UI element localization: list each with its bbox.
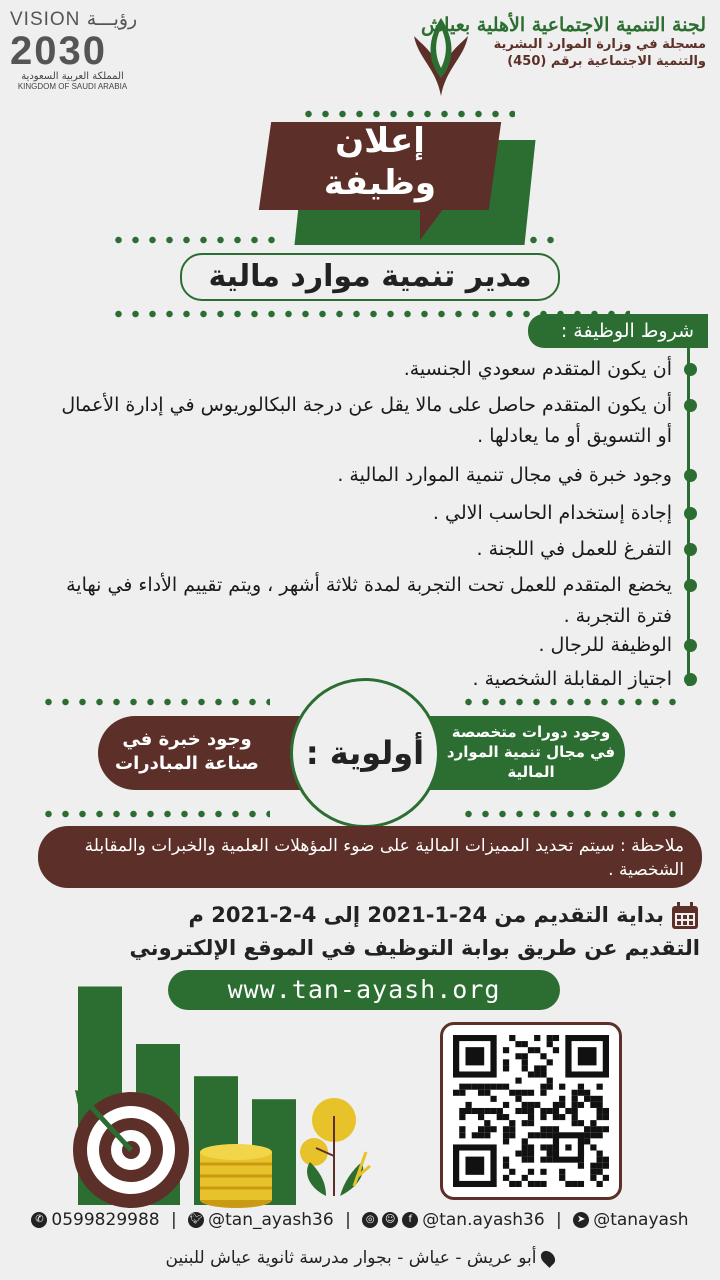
requirement-item: وجود خبرة في مجال تنمية الموارد المالية . bbox=[42, 460, 672, 491]
requirement-item: يخضع المتقدم للعمل تحت التجربة لمدة ثلاثة أشهر ، ويتم تقييم الأداء في نهاية فترة التجربة . bbox=[42, 570, 672, 632]
bullet-icon bbox=[684, 639, 697, 652]
requirements-header: شروط الوظيفة : bbox=[528, 314, 708, 348]
apply-method: التقديم عن طريق بوابة التوظيف في الموقع الإلكتروني bbox=[129, 936, 700, 960]
dotted-line bbox=[300, 110, 515, 118]
twitter-contact[interactable]: 🐦︎ @tan_ayash36 bbox=[189, 1210, 334, 1230]
bullet-icon bbox=[684, 507, 697, 520]
vision-kingdom-en: KINGDOM OF SAUDI ARABIA bbox=[17, 82, 128, 91]
whatsapp-icon: ✆ bbox=[31, 1212, 47, 1228]
dotted-line bbox=[460, 810, 680, 818]
requirement-item: أن يكون المتقدم حاصل على مالا يقل عن درجة البكالوريوس في إدارة الأعمال أو التسويق أو ما يعادلها . bbox=[42, 390, 672, 452]
bullet-icon bbox=[684, 673, 697, 686]
banner-line2: وظيفة bbox=[323, 163, 437, 203]
location-pin-icon bbox=[539, 1248, 559, 1268]
priority-courses: وجود دورات متخصصة في مجال تنمية الموارد المالية bbox=[415, 716, 625, 790]
requirement-item: إجادة إستخدام الحاسب الالي . bbox=[42, 498, 672, 529]
address: أبو عريش - عياش - بجوار مدرسة ثانوية عياش للبنين bbox=[0, 1244, 720, 1272]
qr-code-icon bbox=[453, 1035, 609, 1187]
snapchat-icon: ☺ bbox=[382, 1212, 398, 1228]
apply-date: بداية التقديم من 24-1-2021 إلى 4-2-2021 م bbox=[60, 900, 700, 931]
vision-kingdom-ar: المملكة العربية السعودية bbox=[21, 71, 124, 82]
dotted-line bbox=[110, 236, 280, 244]
contact-bar: ✆ 0599829988 | 🐦︎ @tan_ayash36 | ◎ ☺ f @tan.ayash36 | ➤ @tanayash bbox=[0, 1210, 720, 1244]
requirement-item: التفرغ للعمل في اللجنة . bbox=[42, 534, 672, 565]
bullet-icon bbox=[684, 543, 697, 556]
requirement-item: اجتياز المقابلة الشخصية . bbox=[42, 664, 672, 695]
dotted-line bbox=[460, 698, 680, 706]
twitter-icon: 🐦︎ bbox=[188, 1212, 204, 1228]
org-name: لجنة التنمية الاجتماعية الأهلية بعياش bbox=[420, 14, 706, 36]
org-reg-line2: والتنمية الاجتماعية برقم (450) bbox=[507, 54, 706, 69]
priority-label: أولوية : bbox=[290, 678, 440, 828]
job-title: مدير تنمية موارد مالية bbox=[180, 253, 560, 301]
qr-code[interactable] bbox=[440, 1022, 622, 1200]
bullet-icon bbox=[684, 469, 697, 482]
website-link[interactable]: www.tan-ayash.org bbox=[168, 970, 560, 1010]
vision-2030-logo bbox=[10, 8, 160, 100]
vision-ar: رؤيـــة bbox=[86, 8, 138, 30]
plant-icon bbox=[296, 1096, 376, 1206]
calendar-icon bbox=[670, 901, 700, 931]
banner-line1: إعلان bbox=[335, 121, 425, 161]
facebook-icon: f bbox=[402, 1212, 418, 1228]
vision-word: VISION bbox=[10, 9, 81, 30]
vision-year: 2030 bbox=[10, 29, 107, 73]
org-reg-line1: مسجلة في وزارة الموارد البشرية bbox=[493, 37, 706, 52]
coins-icon bbox=[196, 1138, 276, 1208]
org-logo bbox=[406, 8, 706, 98]
dotted-line bbox=[40, 810, 270, 818]
bullet-icon bbox=[684, 363, 697, 376]
social-contact[interactable]: ◎ ☺ f @tan.ayash36 bbox=[362, 1210, 544, 1230]
telegram-contact[interactable]: ➤ @tanayash bbox=[573, 1210, 688, 1230]
bullet-icon bbox=[684, 579, 697, 592]
note-box: ملاحظة : سيتم تحديد المميزات المالية على ضوء المؤهلات العلمية والخبرات والمقابلة الشخصية . bbox=[38, 826, 702, 888]
job-announcement-banner bbox=[270, 120, 490, 212]
instagram-icon: ◎ bbox=[362, 1212, 378, 1228]
dotted-line bbox=[40, 698, 270, 706]
requirement-item: أن يكون المتقدم سعودي الجنسية. bbox=[42, 354, 672, 385]
requirement-item: الوظيفة للرجال . bbox=[42, 630, 672, 661]
phone-contact[interactable]: ✆ 0599829988 bbox=[31, 1210, 159, 1230]
priority-experience: وجود خبرة في صناعة المبادرات bbox=[98, 716, 306, 790]
bullet-icon bbox=[684, 399, 697, 412]
target-icon bbox=[65, 1080, 205, 1210]
telegram-icon: ➤ bbox=[573, 1212, 589, 1228]
